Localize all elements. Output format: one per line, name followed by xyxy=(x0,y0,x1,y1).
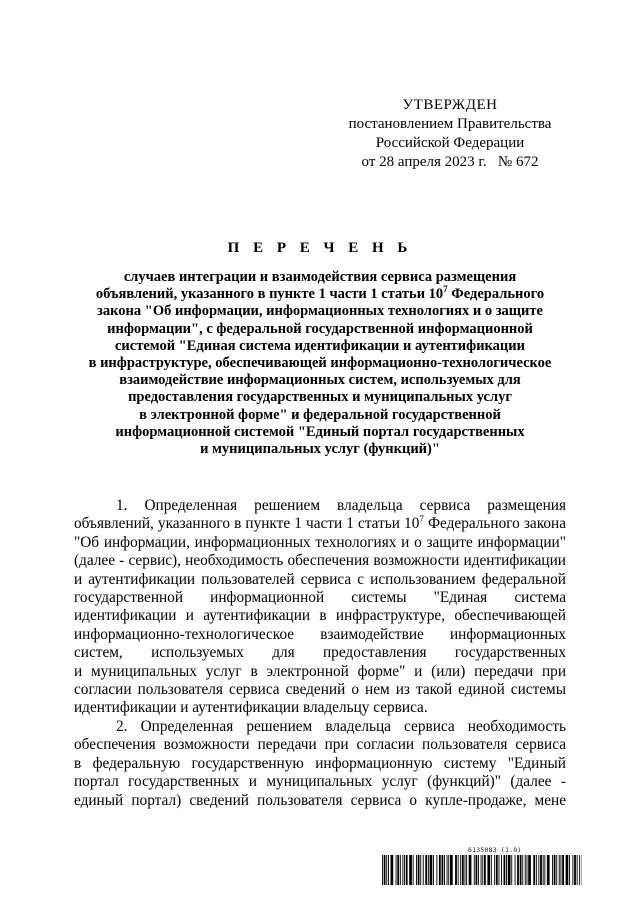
approval-heading: УТВЕРЖДЕН xyxy=(402,97,498,113)
paragraph-2 xyxy=(74,718,566,810)
approval-date-number: от 28 апреля 2023 г. № 672 xyxy=(361,154,539,170)
paragraph-line: информационно-технологическое взаимодействие информационных xyxy=(74,625,566,643)
paragraph-1 xyxy=(74,497,566,718)
paragraph-line: государственной информационной системы "Единая система xyxy=(74,589,566,607)
subtitle-line: информации", с федеральной государственной информационной xyxy=(107,320,533,337)
paragraph-line: идентификации и аутентификации в инфраструктуре, обеспечивающей xyxy=(74,607,566,625)
subtitle-line: в инфраструктуре, обеспечивающей информационно-технологическое xyxy=(88,355,552,372)
paragraph-line: согласии пользователя сервиса сведений о нем из такой единой системы xyxy=(74,681,566,699)
subtitle-line: системой "Единая система идентификации и аутентификации xyxy=(114,337,525,354)
subtitle-line: предоставления государственных и муниципальных услуг xyxy=(128,389,512,406)
paragraph-line: и аутентификации пользователей сервиса с использованием федеральной xyxy=(74,570,566,588)
approval-line: Российской Федерации xyxy=(375,135,525,151)
subtitle-line xyxy=(70,286,570,303)
subtitle-line: информационной системой "Единый портал государственных xyxy=(115,423,525,440)
barcode-label: 6135083 (1.0) xyxy=(468,846,522,854)
paragraph-line xyxy=(74,515,566,533)
superscript: 7 xyxy=(419,514,424,525)
document-body xyxy=(74,497,566,810)
subtitle-line: случаев интеграции и взаимодействия сервиса размещения xyxy=(123,269,517,285)
paragraph-line: 1. Определенная решением владельца сервиса размещения xyxy=(116,497,566,514)
subtitle-line: закона "Об информации, информационных технологиях и о защите xyxy=(97,303,543,320)
superscript: 7 xyxy=(443,284,448,295)
paragraph-line: идентификации и аутентификации владельцу сервиса. xyxy=(74,699,428,717)
document-subtitle xyxy=(70,269,570,458)
paragraph-text: объявлений, указанного в пункте 1 части 1 статьи 10 xyxy=(74,515,420,533)
paragraph-line: и муниципальных услуг в электронной форме" и (или) передачи при xyxy=(74,662,566,680)
paragraph-line: 2. Определенная решением владельца сервиса необходимость xyxy=(116,717,566,735)
barcode-icon xyxy=(382,855,582,885)
subtitle-line: и муниципальных услуг (функций)" xyxy=(200,441,440,458)
paragraph-text: Федерального закона xyxy=(423,515,566,533)
paragraph-line: в федеральную государственную информационную систему "Единый xyxy=(74,754,566,772)
paragraph-line: (далее - сервис), необходимость обеспечения возможности идентификации xyxy=(74,552,566,570)
paragraph-line: "Об информации, информационных технологиях и о защите информации" xyxy=(74,533,566,551)
subtitle-text: Федерального xyxy=(447,286,545,303)
subtitle-line: взаимодействие информационных систем, используемых для xyxy=(119,372,521,389)
paragraph-line: систем, используемых для предоставления государственных xyxy=(74,644,566,662)
paragraph-line: единый портал) сведений пользователя сервиса о купле-продаже, мене xyxy=(74,791,566,809)
paragraph-line: обеспечения возможности передачи при согласии пользователя сервиса xyxy=(74,736,566,754)
subtitle-line: в электронной форме" и федеральной государственной xyxy=(139,406,501,423)
document-title: П Е Р Е Ч Е Н Ь xyxy=(227,240,413,256)
paragraph-line: портал государственных и муниципальных услуг (функций)" (далее - xyxy=(74,773,566,791)
subtitle-text: объявлений, указанного в пункте 1 части 1 статьи 10 xyxy=(95,286,444,303)
title-block xyxy=(70,240,570,458)
approval-stamp xyxy=(300,96,600,172)
approval-line: постановлением Правительства xyxy=(348,116,552,132)
